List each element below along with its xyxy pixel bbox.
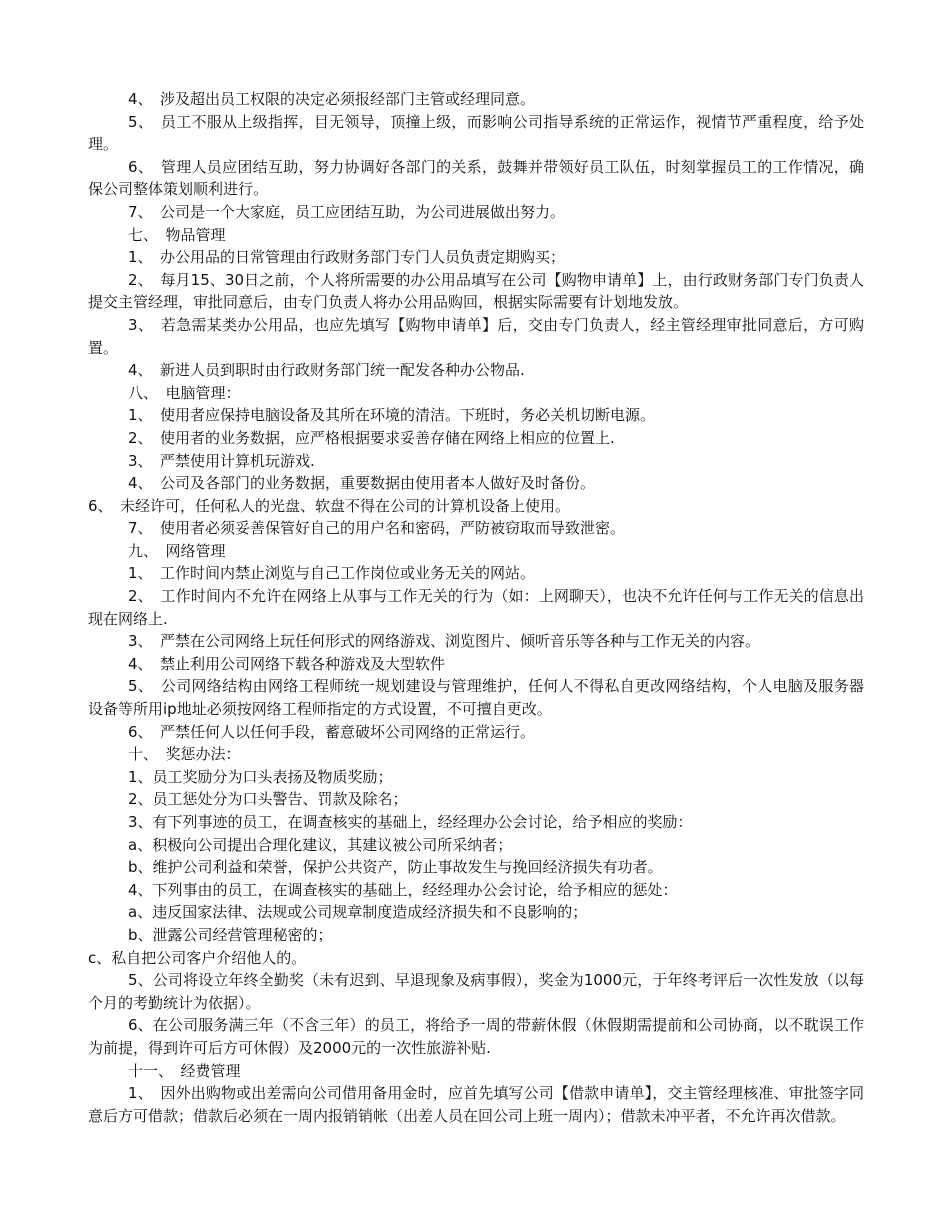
paragraph: 1、 办公用品的日常管理由行政财务部门专门人员负责定期购买； bbox=[128, 248, 566, 267]
paragraph: 3、 严禁使用计算机玩游戏. bbox=[128, 451, 315, 470]
paragraph: 2、 每月15、30日之前，个人将所需要的办公用品填写在公司【购物申请单】上，由行政财务部门专门负责人提交主管经理，审批同意后，由专门负责人将办公用品购回，根据实际需要有计划地发放。 bbox=[88, 270, 864, 312]
paragraph: b、维护公司利益和荣誉，保护公共资产，防止事故发生与挽回经济损失有功者。 bbox=[128, 858, 663, 877]
paragraph: 4、下列事由的员工，在调查核实的基础上，经经理办公会讨论，给予相应的惩处： bbox=[128, 880, 678, 899]
paragraph: 3、 严禁在公司网络上玩任何形式的网络游戏、浏览图片、倾听音乐等各种与工作无关的内容。 bbox=[128, 632, 761, 651]
paragraph: 4、 新进人员到职时由行政财务部门统一配发各种办公物品. bbox=[128, 361, 525, 380]
paragraph: 6、 未经许可，任何私人的光盘、软盘不得在公司的计算机设备上使用。 bbox=[88, 496, 571, 515]
paragraph: c、私自把公司客户介绍他人的。 bbox=[88, 948, 307, 967]
paragraph: 5、 员工不服从上级指挥，目无领导，顶撞上级，而影响公司指导系统的正常运作，视情节严重程度，给予处理。 bbox=[88, 112, 864, 154]
paragraph: 7、 公司是一个大家庭，员工应团结互助，为公司进展做出努力。 bbox=[128, 202, 566, 221]
paragraph: 4、 涉及超出员工权限的决定必须报经部门主管或经理同意。 bbox=[128, 90, 536, 108]
section-heading: 八、 电脑管理： bbox=[128, 383, 241, 402]
section-heading: 十一、 经费管理 bbox=[128, 1061, 241, 1080]
paragraph: 1、员工奖励分为口头表扬及物质奖励； bbox=[128, 767, 393, 786]
paragraph: 4、 公司及各部门的业务数据，重要数据由使用者本人做好及时备份。 bbox=[128, 474, 596, 493]
section-heading: 九、 网络管理 bbox=[128, 541, 226, 560]
document-page bbox=[88, 88, 864, 1127]
paragraph: 3、有下列事迹的员工，在调查核实的基础上，经经理办公会讨论，给予相应的奖励： bbox=[128, 813, 693, 831]
paragraph: 4、 禁止利用公司网络下载各种游戏及大型软件 bbox=[128, 654, 446, 673]
paragraph: 5、 公司网络结构由网络工程师统一规划建设与管理维护，任何人不得私自更改网络结构，个人电脑及服务器设备等所用ip地址必须按网络工程师指定的方式设置，不可擅自更改。 bbox=[88, 677, 864, 719]
paragraph: 5、公司将设立年终全勤奖（未有迟到、早退现象及病事假），奖金为1000元，于年终考评后一次性发放（以每个月的考勤统计为依据）。 bbox=[88, 971, 864, 1012]
paragraph: 3、 若急需某类办公用品，也应先填写【购物申请单】后，交由专门负责人，经主管经理审批同意后，方可购置。 bbox=[88, 315, 864, 357]
section-heading: 十、 奖惩办法： bbox=[128, 745, 241, 764]
paragraph: a、违反国家法律、法规或公司规章制度造成经济损失和不良影响的； bbox=[128, 903, 588, 922]
paragraph: a、积极向公司提出合理化建议，其建议被公司所采纳者； bbox=[128, 835, 513, 854]
paragraph: 6、 严禁任何人以任何手段，蓄意破坏公司网络的正常运行。 bbox=[128, 722, 536, 741]
paragraph: 2、 使用者的业务数据，应严格根据要求妥善存储在网络上相应的位置上. bbox=[128, 428, 615, 447]
section-heading: 七、 物品管理 bbox=[128, 225, 226, 244]
paragraph: 1、 因外出购物或出差需向公司借用备用金时，应首先填写公司【借款申请单】，交主管经理核准、审批签字同意后方可借款；借款后必须在一周内报销销帐（出差人员在回公司上班一周内）；借款未冲平者，不允许再次借款。 bbox=[88, 1084, 864, 1125]
paragraph: 6、在公司服务满三年（不含三年）的员工，将给予一周的带薪休假（休假期需提前和公司协商，以不耽误工作为前提，得到许可后方可休假）及2000元的一次性旅游补贴. bbox=[88, 1016, 864, 1057]
paragraph: 1、 工作时间内禁止浏览与自己工作岗位或业务无关的网站。 bbox=[128, 564, 536, 583]
paragraph: 2、员工惩处分为口头警告、罚款及除名； bbox=[128, 790, 408, 809]
paragraph: b、泄露公司经营管理秘密的； bbox=[128, 925, 333, 944]
paragraph: 6、 管理人员应团结互助，努力协调好各部门的关系，鼓舞并带领好员工队伍，时刻掌握员工的工作情况，确保公司整体策划顺利进行。 bbox=[88, 157, 864, 199]
paragraph: 2、 工作时间内不允许在网络上从事与工作无关的行为（如：上网聊天），也决不允许任何与工作无关的信息出现在网络上. bbox=[88, 587, 864, 628]
paragraph: 1、 使用者应保持电脑设备及其所在环境的清洁。下班时，务必关机切断电源。 bbox=[128, 406, 656, 425]
paragraph: 7、 使用者必须妥善保管好自己的用户名和密码，严防被窃取而导致泄密。 bbox=[128, 519, 626, 538]
